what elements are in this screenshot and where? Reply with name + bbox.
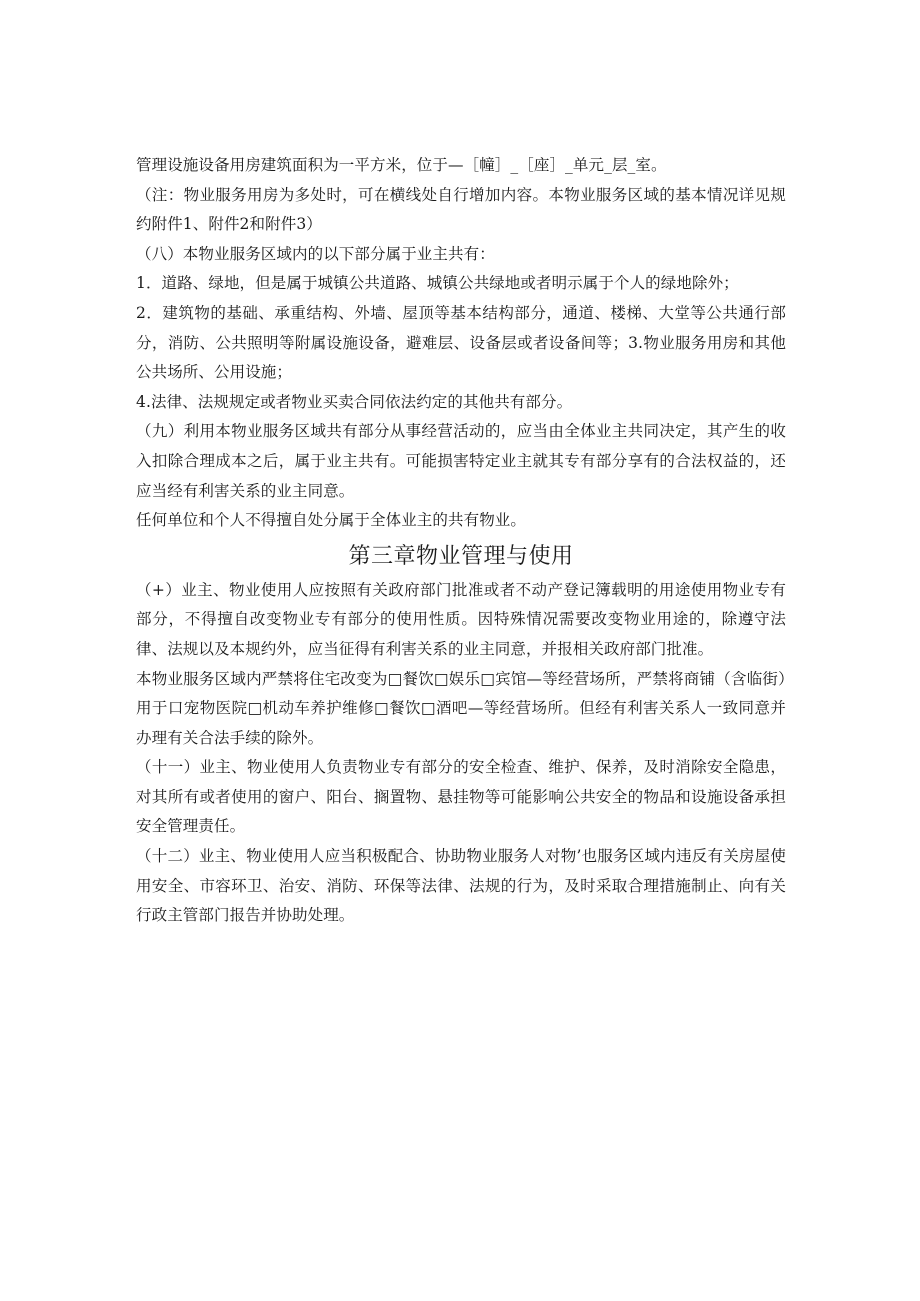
- paragraph-item-4-other: 4.法律、法规规定或者物业买卖合同依法约定的其他共有部分。: [136, 392, 573, 411]
- document-page: [136, 151, 786, 931]
- paragraph-no-disposal: 任何单位和个人不得擅自处分属于全体业主的共有物业。: [136, 511, 527, 530]
- paragraph-facility-area: 管理设施设备用房建筑面积为一平方米，位于—［幢］_［座］_单元_层_室。: [136, 156, 667, 174]
- paragraph-item-2-structure: 2．建筑物的基础、承重结构、外墙、屋顶等基本结构部分，通道、楼梯、大堂等公共通行部分，消防、公共照明等附属设施设备，避难层、设备层或者设备间等；3.物业服务用房和其他公共场所、公用设施；: [136, 303, 786, 382]
- paragraph-prohibited-use: 本物业服务区域内严禁将住宅改变为□餐饮□娱乐□宾馆—等经营场所，严禁将商铺（含临街）用于口宠物医院□机动车养护维修□餐饮□酒吧—等经营场所。但经有利害关系人一致同意并办理有关合法手续的除外。: [136, 669, 786, 747]
- paragraph-clause-12: （十二）业主、物业使用人应当积极配合、协助物业服务人对物’也服务区域内违反有关房屋使用安全、市容环卫、治安、消防、环保等法律、法规的行为，及时采取合理措施制止、向有关行政主管部门报告并协助处理。: [136, 847, 786, 925]
- paragraph-note-attachments: （注：物业服务用房为多处时，可在横线处自行增加内容。本物业服务区域的基本情况详见规约附件1、附件2和附件3）: [136, 185, 786, 234]
- paragraph-clause-9: （九）利用本物业服务区域共有部分从事经营活动的，应当由全体业主共同决定，其产生的收入扣除合理成本之后，属于业主共有。可能损害特定业主就其专有部分享有的合法权益的，还应当经有利害关系的业主同意。: [136, 422, 786, 500]
- paragraph-clause-10: （+）业主、物业使用人应按照有关政府部门批准或者不动产登记簿载明的用途使用物业专有部分，不得擅自改变物业专有部分的使用性质。因特殊情况需要改变物业用途的，除遵守法律、法规以及本规约外，应当征得有利害关系的业主同意，并报相关政府部门批准。: [136, 580, 786, 658]
- paragraph-item-1-roads: 1．道路、绿地，但是属于城镇公共道路、城镇公共绿地或者明示属于个人的绿地除外；: [136, 274, 739, 293]
- paragraph-clause-8: （八）本物业服务区域内的以下部分属于业主共有：: [136, 244, 495, 263]
- chapter-title: 第三章物业管理与使用: [348, 543, 574, 569]
- paragraph-clause-11: （十一）业主、物业使用人负责物业专有部分的安全检查、维护、保养，及时消除安全隐患，对其所有或者使用的窗户、阳台、搁置物、悬挂物等可能影响公共安全的物品和设施设备承担安全管理责任。: [136, 758, 786, 836]
